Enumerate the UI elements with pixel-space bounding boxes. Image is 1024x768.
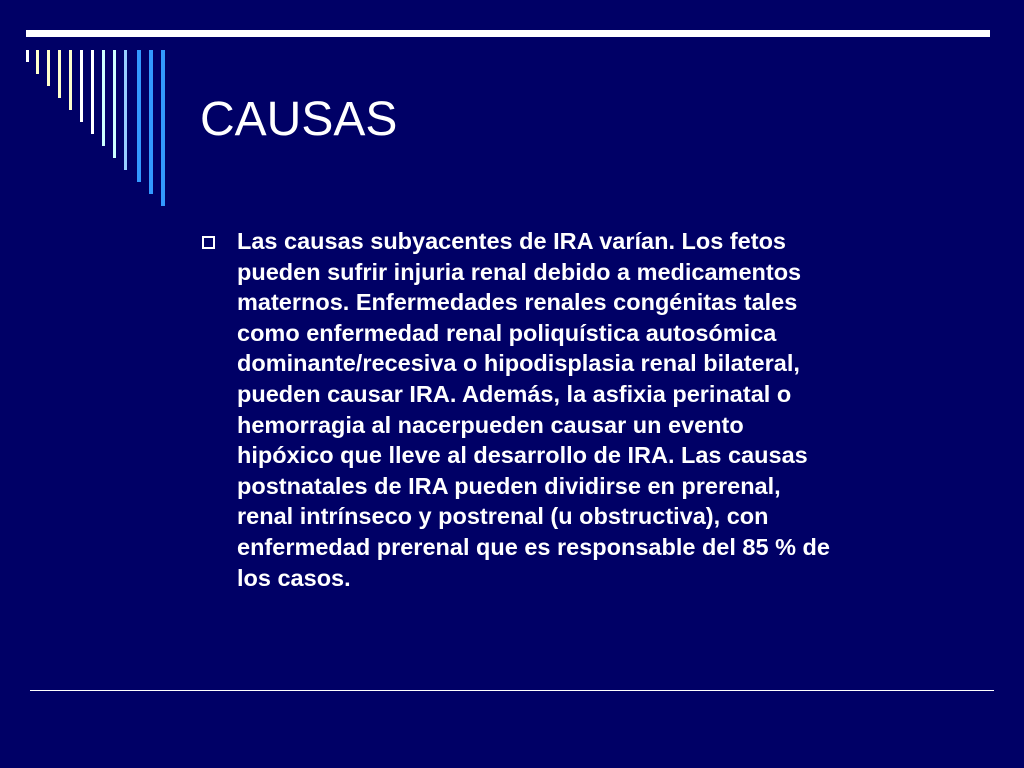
decorative-stripes: [0, 0, 180, 220]
stripe-9: [113, 50, 116, 158]
stripe-5: [69, 50, 72, 110]
bullet-line: maternos. Enfermedades renales congénitas tales: [237, 289, 798, 316]
bullet-line: hemorragia al nacerpueden causar un evento: [237, 411, 744, 438]
stripe-7: [91, 50, 94, 134]
stripe-6: [80, 50, 83, 122]
bullet-line: hipóxico que lleve al desarrollo de IRA. Las causas: [237, 442, 808, 469]
stripe-1: [26, 50, 29, 62]
bottom-rule: [30, 690, 994, 691]
stripe-4: [58, 50, 61, 98]
bullet-line: como enfermedad renal poliquística autosómica: [237, 319, 777, 346]
bullet-line: postnatales de IRA pueden dividirse en prerenal,: [237, 472, 781, 499]
bullet-line: los casos.: [237, 564, 351, 591]
stripe-10: [124, 50, 127, 170]
bullet-item: [200, 226, 970, 593]
slide-title: CAUSAS: [200, 93, 398, 146]
bullet-line: enfermedad prerenal que es responsable del 85 % de: [237, 533, 830, 560]
bullet-line: dominante/recesiva o hipodisplasia renal bilateral,: [237, 350, 800, 377]
bullet-text: [237, 226, 970, 593]
stripe-2: [36, 50, 39, 74]
bullet-line: renal intrínseco y postrenal (u obstructiva), con: [237, 503, 769, 530]
hollow-square-bullet-icon: [202, 236, 215, 249]
stripe-12: [149, 50, 153, 194]
bullet-line: Las causas subyacentes de IRA varían. Los fetos: [237, 228, 786, 254]
stripe-13: [161, 50, 165, 206]
stripe-8: [102, 50, 105, 146]
bullet-line: pueden sufrir injuria renal debido a medicamentos: [237, 258, 802, 285]
bullet-line: pueden causar IRA. Además, la asfixia perinatal o: [237, 380, 792, 407]
stripe-3: [47, 50, 50, 86]
stripe-11: [137, 50, 141, 182]
